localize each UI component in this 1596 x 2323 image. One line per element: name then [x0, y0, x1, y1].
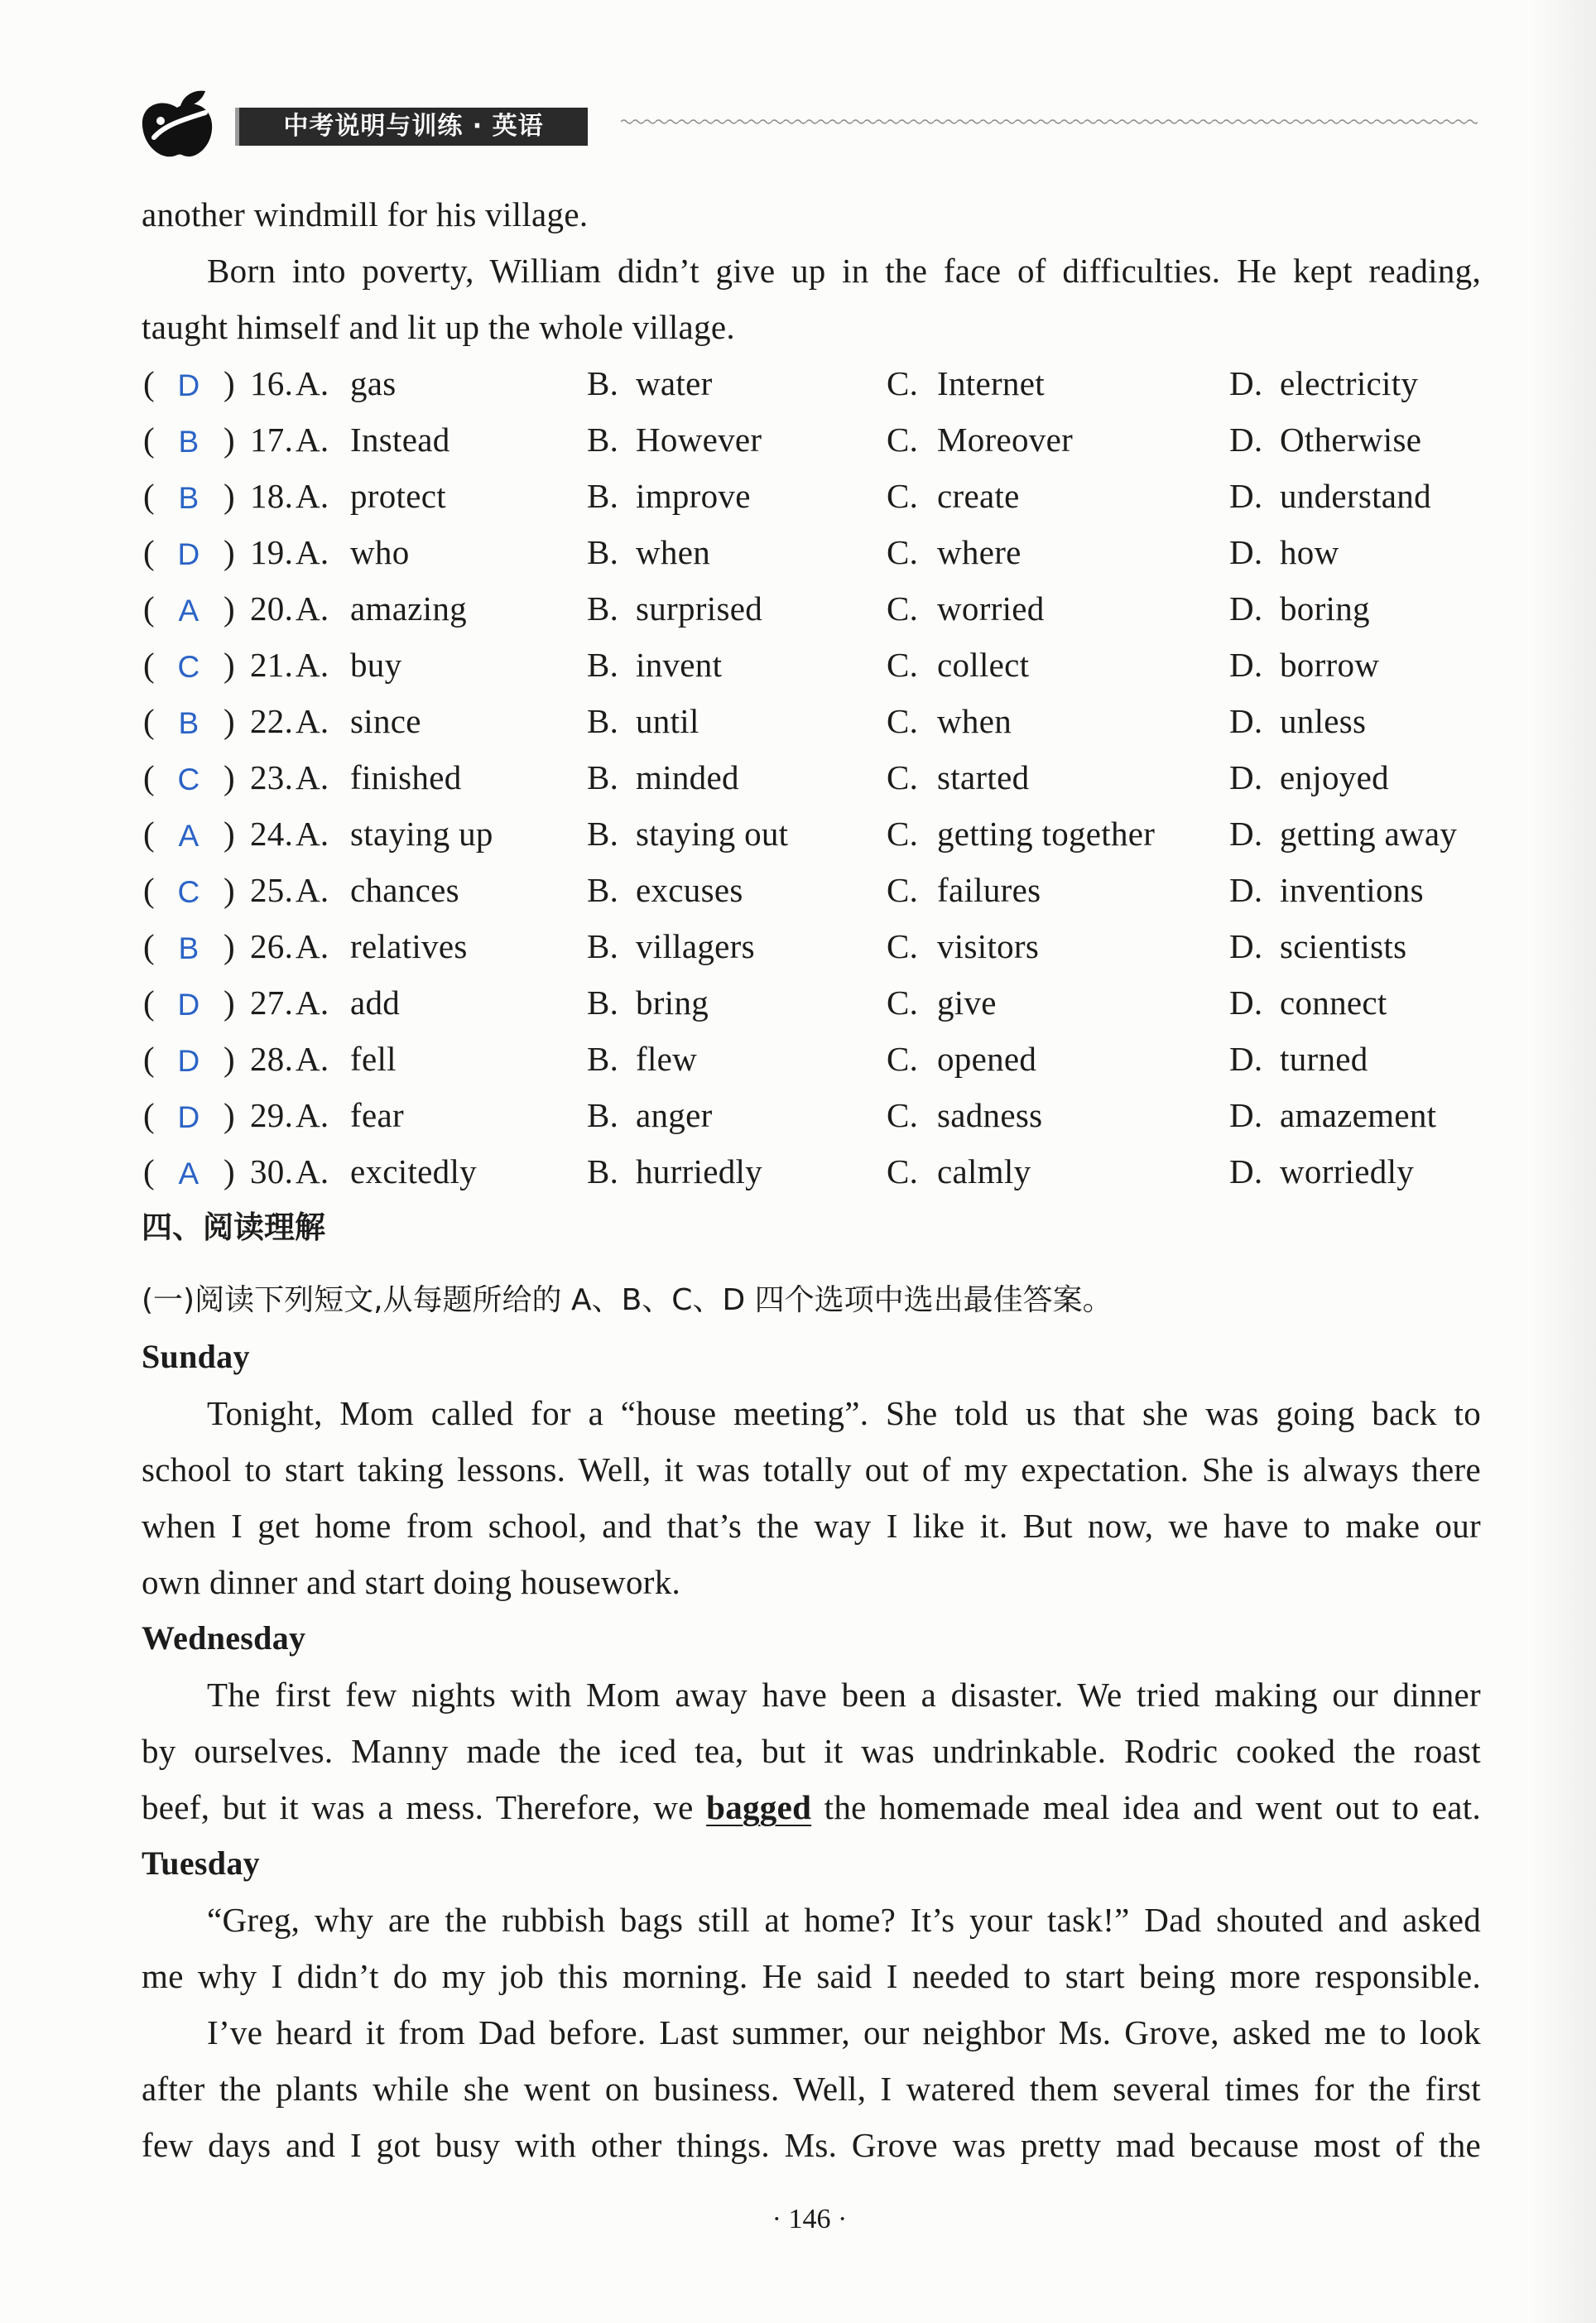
option-a-label: A. [296, 646, 329, 684]
option-b-text: villagers [636, 927, 755, 965]
option-c-label: C. [887, 1152, 919, 1190]
option-d-text: electricity [1280, 364, 1419, 402]
option-d-text: getting away [1280, 815, 1458, 853]
question-number: 29. [250, 1096, 294, 1134]
answer-letter: C [177, 875, 200, 909]
option-a-text: relatives [350, 927, 468, 965]
paren-open: ( [143, 871, 155, 909]
option-c-text: getting together [937, 815, 1156, 853]
option-a-label: A. [296, 1152, 329, 1190]
option-c-text: failures [937, 871, 1041, 909]
option-d-label: D. [1229, 1152, 1263, 1190]
paren-close: ) [224, 984, 235, 1022]
answer-letter: B [178, 425, 200, 459]
question-number: 23. [250, 758, 294, 796]
option-b-label: B. [587, 927, 619, 965]
passage-line: taught himself and lit up the whole village. [142, 308, 735, 346]
paren-open: ( [143, 533, 155, 571]
option-a-text: staying up [350, 815, 493, 853]
answer-letter: B [178, 931, 200, 965]
passage-line: another windmill for his village. [142, 195, 589, 233]
apple-highlight-dot [156, 117, 165, 125]
question-number: 28. [250, 1040, 294, 1078]
paren-close: ) [224, 533, 235, 571]
question-row [142, 468, 1481, 524]
option-c-text: worried [937, 589, 1045, 628]
paren-open: ( [143, 1152, 155, 1190]
option-c-text: Internet [937, 364, 1045, 402]
option-d-label: D. [1229, 815, 1263, 853]
series-title-banner: 中考说明与训练 · 英语 [235, 108, 588, 146]
option-d-label: D. [1229, 533, 1263, 571]
question-row [142, 637, 1481, 693]
option-c-label: C. [887, 533, 919, 571]
option-a-text: buy [350, 646, 402, 684]
option-d-text: connect [1280, 984, 1387, 1022]
underlined-keyword: bagged [706, 1788, 812, 1826]
option-d-text: worriedly [1280, 1152, 1415, 1190]
question-row [142, 1143, 1481, 1200]
option-d-text: Otherwise [1280, 421, 1422, 459]
option-a-label: A. [296, 815, 329, 853]
diary-line: by ourselves. Manny made the iced tea, but it was undrinkable. Rodric cooked the roast [142, 1732, 1481, 1770]
option-c-text: create [937, 477, 1020, 515]
paren-close: ) [224, 646, 235, 684]
paren-close: ) [224, 589, 235, 628]
option-c-label: C. [887, 589, 919, 628]
option-b-text: flew [636, 1040, 698, 1078]
option-d-label: D. [1229, 1096, 1263, 1134]
paren-open: ( [143, 758, 155, 796]
option-a-label: A. [296, 364, 329, 402]
option-d-label: D. [1229, 927, 1263, 965]
answer-letter: B [178, 481, 200, 515]
option-a-text: excitedly [350, 1152, 477, 1190]
option-c-label: C. [887, 646, 919, 684]
option-c-label: C. [887, 815, 919, 853]
option-b-text: excuses [636, 871, 743, 909]
paren-open: ( [143, 702, 155, 740]
option-c-label: C. [887, 758, 919, 796]
paren-open: ( [143, 589, 155, 628]
option-d-label: D. [1229, 421, 1263, 459]
option-d-label: D. [1229, 702, 1263, 740]
option-d-text: unless [1280, 702, 1367, 740]
option-c-text: give [937, 984, 997, 1022]
paren-close: ) [224, 758, 235, 796]
scan-edge-shadow [1530, 0, 1596, 2323]
question-row [142, 355, 1481, 411]
question-number: 27. [250, 984, 294, 1022]
option-b-label: B. [587, 815, 619, 853]
question-number: 19. [250, 533, 294, 571]
option-a-label: A. [296, 421, 329, 459]
page-body [142, 186, 1481, 2173]
section-title: 四、阅读理解 [142, 1210, 325, 1245]
question-row [142, 806, 1481, 862]
option-b-text: until [636, 702, 699, 740]
question-row [142, 411, 1481, 468]
option-d-text: scientists [1280, 927, 1407, 965]
option-b-label: B. [587, 589, 619, 628]
option-d-text: amazement [1280, 1096, 1437, 1134]
question-row [142, 974, 1481, 1031]
paren-close: ) [224, 364, 235, 402]
option-b-text: anger [636, 1096, 713, 1134]
option-d-text: how [1280, 533, 1339, 571]
option-a-label: A. [296, 871, 329, 909]
option-c-label: C. [887, 364, 919, 402]
option-b-text: minded [636, 758, 739, 796]
option-c-text: where [937, 533, 1022, 571]
diary-line: few days and I got busy with other things. Ms. Grove was pretty mad because most of the [142, 2126, 1481, 2164]
option-d-label: D. [1229, 758, 1263, 796]
option-a-text: finished [350, 758, 462, 796]
option-b-label: B. [587, 477, 619, 515]
option-d-label: D. [1229, 871, 1263, 909]
option-d-text: boring [1280, 589, 1370, 628]
option-b-label: B. [587, 702, 619, 740]
option-b-label: B. [587, 646, 619, 684]
question-row [142, 1031, 1481, 1087]
option-c-label: C. [887, 421, 919, 459]
question-number: 21. [250, 646, 294, 684]
diary-line: own dinner and start doing housework. [142, 1563, 681, 1601]
question-number: 16. [250, 364, 294, 402]
option-d-text: inventions [1280, 871, 1424, 909]
answer-letter: D [177, 368, 200, 402]
question-number: 30. [250, 1152, 294, 1190]
paren-open: ( [143, 815, 155, 853]
question-number: 25. [250, 871, 294, 909]
option-d-text: enjoyed [1280, 758, 1389, 796]
answer-letter: C [177, 650, 200, 684]
option-c-text: calmly [937, 1152, 1031, 1190]
paren-open: ( [143, 984, 155, 1022]
paren-close: ) [224, 1096, 235, 1134]
paren-open: ( [143, 364, 155, 402]
paren-open: ( [143, 421, 155, 459]
option-a-label: A. [296, 702, 329, 740]
diary-line: I’ve heard it from Dad before. Last summer, our neighbor Ms. Grove, asked me to look [207, 2013, 1481, 2051]
option-b-text: hurriedly [636, 1152, 762, 1190]
option-c-label: C. [887, 702, 919, 740]
paren-open: ( [143, 927, 155, 965]
option-b-text: improve [636, 477, 751, 515]
question-row [142, 693, 1481, 749]
diary-line: after the plants while she went on business. Well, I watered them several times for the first [142, 2070, 1481, 2108]
apple-logo-icon [136, 88, 219, 162]
option-d-text: turned [1280, 1040, 1368, 1078]
option-c-label: C. [887, 871, 919, 909]
diary-day-heading: Tuesday [142, 1844, 260, 1882]
option-c-label: C. [887, 927, 919, 965]
option-b-label: B. [587, 758, 619, 796]
option-d-label: D. [1229, 984, 1263, 1022]
header-wave-rule [621, 115, 1478, 128]
option-b-text: when [636, 533, 711, 571]
option-b-label: B. [587, 421, 619, 459]
option-b-label: B. [587, 1040, 619, 1078]
question-row [142, 918, 1481, 974]
diary-day-heading: Wednesday [142, 1619, 306, 1657]
option-b-text: staying out [636, 815, 789, 853]
question-number: 26. [250, 927, 294, 965]
paren-close: ) [224, 477, 235, 515]
question-row [142, 1087, 1481, 1143]
paren-close: ) [224, 927, 235, 965]
option-b-label: B. [587, 1096, 619, 1134]
answer-letter: C [177, 762, 200, 796]
paren-close: ) [224, 871, 235, 909]
option-d-text: understand [1280, 477, 1431, 515]
paren-open: ( [143, 477, 155, 515]
diary-line-text: the homemade meal idea and went out to eat. [811, 1788, 1481, 1826]
option-a-text: fell [350, 1040, 397, 1078]
answer-letter: D [177, 537, 200, 571]
diary-line [142, 1779, 1481, 1835]
option-d-label: D. [1229, 1040, 1263, 1078]
paren-close: ) [224, 702, 235, 740]
diary-line: school to start taking lessons. Well, it was totally out of my expectation. She is always there [142, 1450, 1481, 1489]
paren-open: ( [143, 1096, 155, 1134]
answer-letter: D [177, 1100, 200, 1134]
option-a-label: A. [296, 1096, 329, 1134]
option-b-label: B. [587, 364, 619, 402]
diary-line-text: beef, but it was a mess. Therefore, we [142, 1788, 707, 1826]
apple-leaf [180, 91, 205, 107]
paren-close: ) [224, 1152, 235, 1190]
option-c-text: Moreover [937, 421, 1074, 459]
option-d-text: borrow [1280, 646, 1380, 684]
answer-letter: A [178, 1157, 200, 1190]
option-a-text: Instead [350, 421, 450, 459]
diary-line: when I get home from school, and that’s the way I like it. But now, we have to make our [142, 1507, 1481, 1545]
option-b-text: However [636, 421, 762, 459]
option-b-label: B. [587, 871, 619, 909]
passage-line: Born into poverty, William didn’t give up in the face of difficulties. He kept reading, [207, 252, 1481, 290]
option-a-text: amazing [350, 589, 467, 628]
question-number: 18. [250, 477, 294, 515]
option-c-label: C. [887, 1096, 919, 1134]
option-a-label: A. [296, 589, 329, 628]
answer-letter: B [178, 706, 200, 740]
paren-close: ) [224, 815, 235, 853]
paren-open: ( [143, 1040, 155, 1078]
question-row [142, 524, 1481, 580]
option-a-label: A. [296, 1040, 329, 1078]
option-c-text: collect [937, 646, 1030, 684]
diary-day-heading: Sunday [142, 1338, 250, 1375]
option-c-label: C. [887, 477, 919, 515]
apple-body [142, 103, 212, 157]
paren-close: ) [224, 1040, 235, 1078]
option-b-text: invent [636, 646, 723, 684]
question-row [142, 862, 1481, 918]
paren-open: ( [143, 646, 155, 684]
option-b-label: B. [587, 984, 619, 1022]
option-c-label: C. [887, 984, 919, 1022]
option-b-label: B. [587, 1152, 619, 1190]
question-number: 24. [250, 815, 294, 853]
option-a-text: fear [350, 1096, 404, 1134]
question-row [142, 580, 1481, 637]
option-d-label: D. [1229, 364, 1263, 402]
wave-fill [621, 115, 1478, 128]
answer-letter: A [178, 819, 200, 853]
option-c-text: opened [937, 1040, 1037, 1078]
option-a-text: add [350, 984, 401, 1022]
option-c-text: started [937, 758, 1030, 796]
section-instruction: (一)阅读下列短文,从每题所给的 A、B、C、D 四个选项中选出最佳答案。 [142, 1283, 1113, 1317]
option-c-label: C. [887, 1040, 919, 1078]
question-number: 17. [250, 421, 294, 459]
option-b-text: bring [636, 984, 709, 1022]
option-a-label: A. [296, 533, 329, 571]
answer-letter: D [177, 988, 200, 1022]
answer-letter: D [177, 1044, 200, 1078]
option-a-text: protect [350, 477, 446, 515]
option-c-text: sadness [937, 1096, 1043, 1134]
option-b-label: B. [587, 533, 619, 571]
page-number: · 146 · [772, 2204, 848, 2234]
option-a-label: A. [296, 927, 329, 965]
option-a-text: since [350, 702, 421, 740]
option-a-label: A. [296, 477, 329, 515]
question-number: 22. [250, 702, 294, 740]
question-number: 20. [250, 589, 294, 628]
answer-letter: A [178, 594, 200, 628]
paren-close: ) [224, 421, 235, 459]
question-row [142, 749, 1481, 806]
option-a-text: gas [350, 364, 397, 402]
option-b-text: water [636, 364, 713, 402]
diary-line: Tonight, Mom called for a “house meeting”. She told us that she was going back to [207, 1394, 1481, 1432]
option-c-text: when [937, 702, 1012, 740]
option-a-label: A. [296, 758, 329, 796]
option-a-text: who [350, 533, 410, 571]
option-d-label: D. [1229, 477, 1263, 515]
option-c-text: visitors [937, 927, 1040, 965]
diary-line: The first few nights with Mom away have been a disaster. We tried making our dinner [207, 1676, 1481, 1714]
diary-line: me why I didn’t do my job this morning. He said I needed to start being more responsible. [142, 1957, 1481, 1995]
option-d-label: D. [1229, 646, 1263, 684]
diary-line: “Greg, why are the rubbish bags still at home? It’s your task!” Dad shouted and asked [207, 1901, 1481, 1939]
option-d-label: D. [1229, 589, 1263, 628]
option-b-text: surprised [636, 589, 763, 628]
option-a-text: chances [350, 871, 459, 909]
option-a-label: A. [296, 984, 329, 1022]
